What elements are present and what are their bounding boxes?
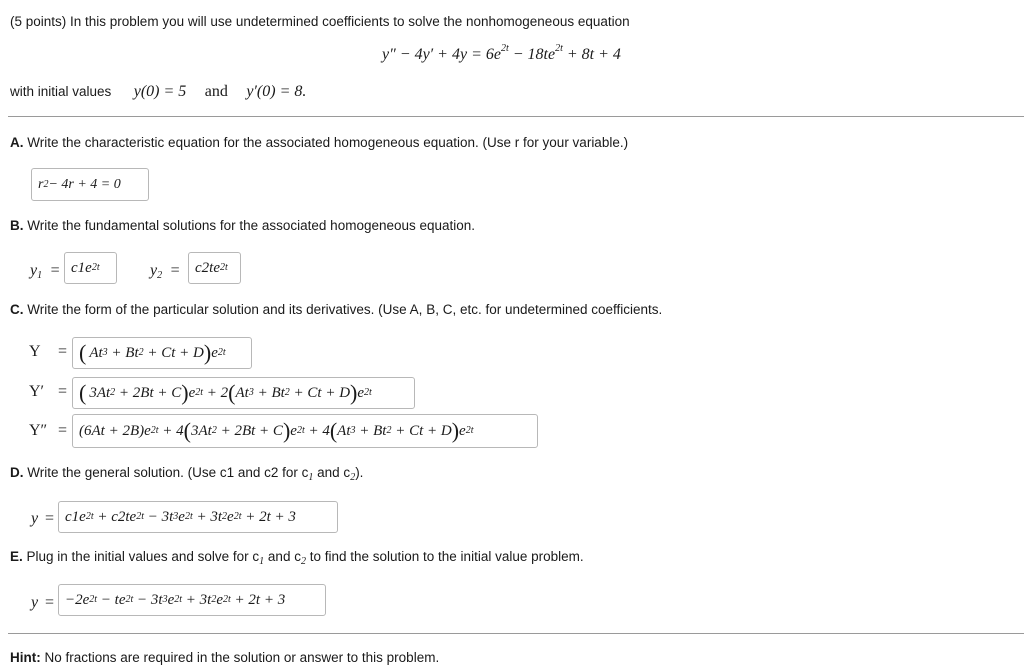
general-solution-field[interactable]: c1e 2t + c2te 2t − 3t 3 e 2t + 3t 2 e 2t + 2t + 3 — [58, 501, 338, 533]
initial-values — [10, 83, 306, 101]
Y-answer-field[interactable]: ( At 3 + Bt 2 + Ct + D ) e 2t — [72, 337, 252, 369]
Y-double-prime-answer-field[interactable]: (6At + 2B)e 2t + 4 ( 3At 2 + 2Bt + C ) e 2t + 4 ( At 3 + Bt 2 + Ct + D ) e 2t — [72, 414, 538, 448]
part-a-prompt: A. Write the characteristic equation for the associated homogeneous equation. (Use r for your variable.) — [10, 135, 629, 150]
problem-intro: (5 points) In this problem you will use undetermined coefficients to solve the nonhomogeneous equation — [10, 14, 630, 29]
initial-values-label: with initial values — [10, 84, 112, 99]
divider-bottom — [8, 633, 1024, 634]
initial-cond-1: y(0) = 5 — [133, 83, 187, 100]
ivp-y-label: y — [31, 594, 39, 611]
initial-and: and — [204, 83, 228, 100]
ivp-equals: = — [45, 594, 55, 611]
y2-label: $y_2$ = — [150, 262, 180, 281]
part-c-prompt: C. Write the form of the particular solution and its derivatives. (Use A, B, C, etc. for undetermined coefficients. — [10, 302, 663, 317]
general-equals: = — [45, 510, 55, 527]
Y-double-prime-equals: = — [58, 422, 68, 439]
Y-equals: = — [58, 343, 68, 360]
hint-label: Hint: — [10, 650, 41, 665]
y1-label: $y_1$ = — [30, 262, 60, 281]
Y-prime-answer-field[interactable]: ( 3At 2 + 2Bt + C ) e 2t + 2 ( At 3 + Bt 2 + Ct + D ) e 2t — [72, 377, 415, 409]
main-equation: $y'' - 4y' + 4y = 6e^{2t} - 18te^{2t} + 8t + 4$ — [382, 43, 621, 63]
part-a-answer-field[interactable]: r 2 − 4r + 4 = 0 — [31, 168, 149, 201]
y1-answer-field[interactable]: c1e 2t — [64, 252, 117, 284]
ivp-solution-field[interactable]: −2e 2t − te 2t − 3t 3 e 2t + 3t 2 e 2t + 2t + 3 — [58, 584, 326, 616]
initial-cond-2: y′(0) = 8. — [246, 83, 307, 100]
y2-answer-field[interactable]: c2te 2t — [188, 252, 241, 284]
part-b-prompt: B. Write the fundamental solutions for the associated homogeneous equation. — [10, 218, 476, 233]
hint — [10, 650, 439, 665]
Y-prime-label: Y′ — [29, 383, 45, 400]
Y-double-prime-label: Y″ — [29, 422, 48, 439]
part-e-prompt: E. Plug in the initial values and solve for $c_1$ and $c_2$ to find the solution to the initial value problem. — [10, 549, 584, 567]
part-d-prompt: D. Write the general solution. (Use c1 and c2 for $c_1$ and $c_2$). — [10, 465, 364, 483]
Y-label: Y — [29, 343, 41, 360]
general-y-label: y — [31, 510, 39, 527]
divider-top — [8, 116, 1024, 117]
Y-prime-equals: = — [58, 383, 68, 400]
hint-text: No fractions are required in the solution or answer to this problem. — [40, 650, 440, 665]
